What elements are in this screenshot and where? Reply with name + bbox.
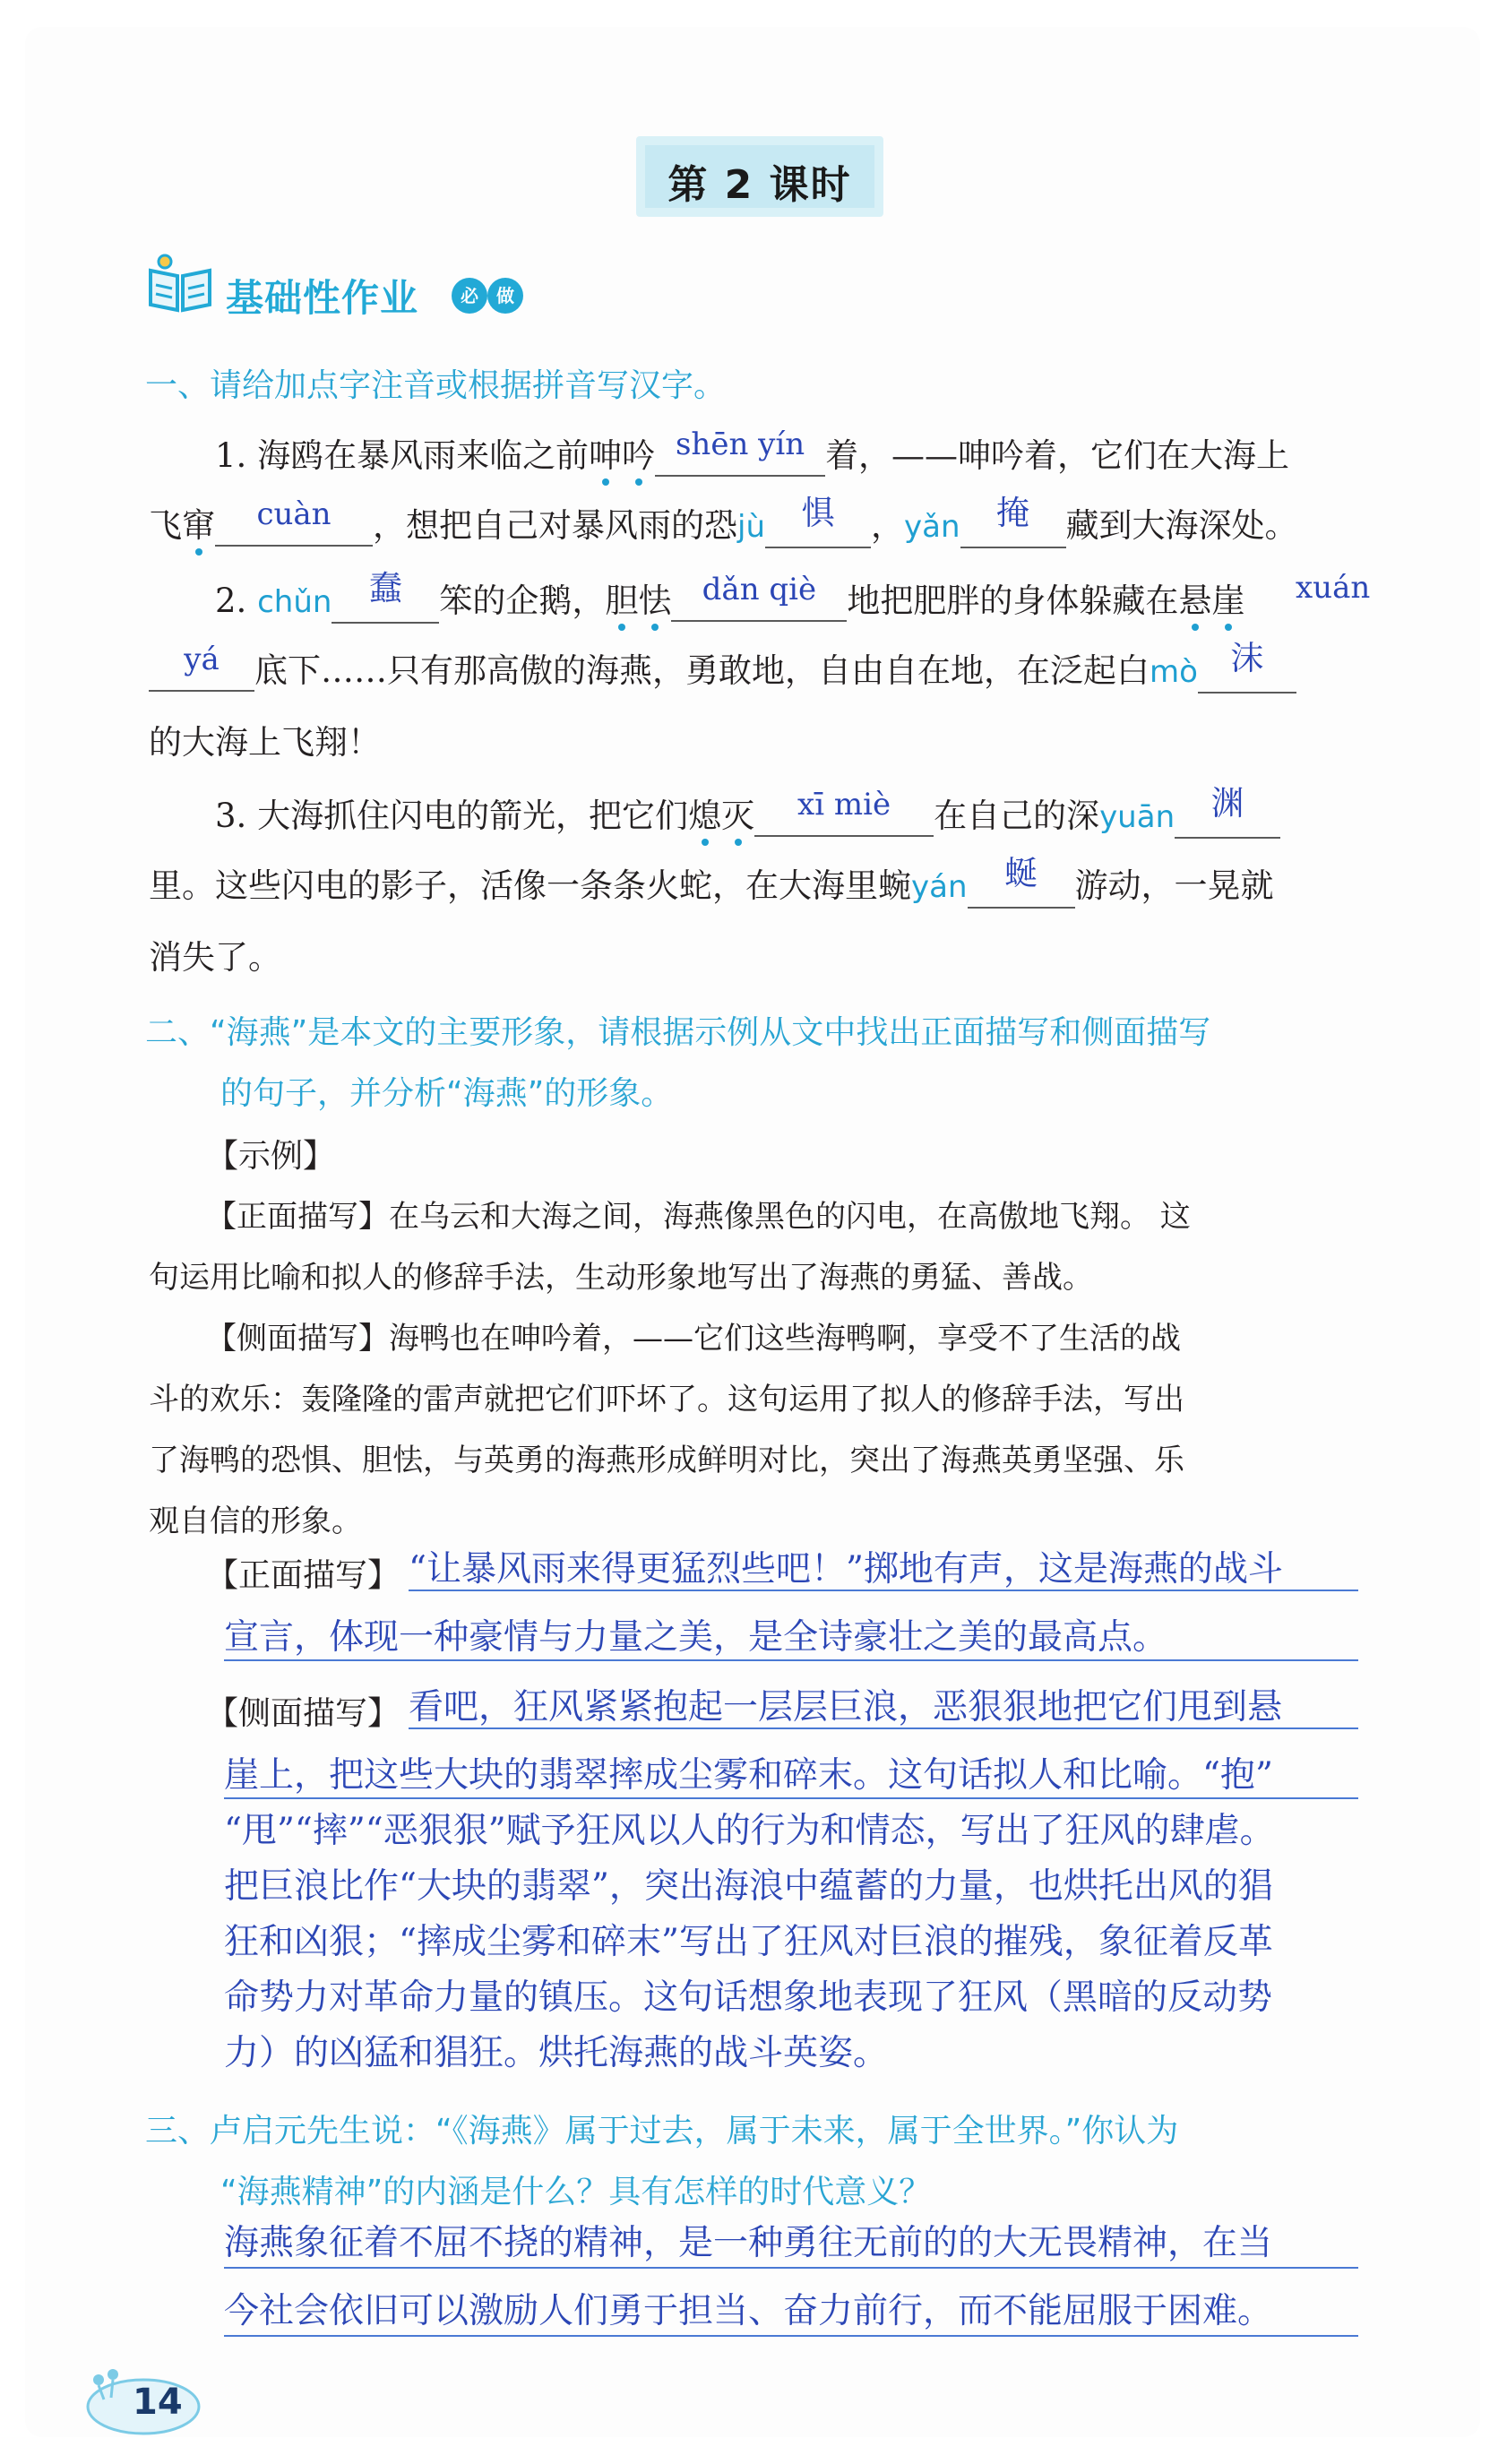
- dotted-char: 怯: [638, 582, 672, 620]
- handwritten-answer: cuàn: [256, 496, 332, 532]
- answer-rule: [409, 1727, 1358, 1729]
- answer-blank: [754, 787, 934, 837]
- answer-rule: [224, 2267, 1358, 2269]
- dotted-char: 悬: [1178, 582, 1212, 620]
- q1-item3-line1: [215, 784, 1280, 839]
- answer-rule: [224, 1797, 1358, 1799]
- handwritten-answer: xuán: [1296, 570, 1371, 606]
- q1-item3-line2: [149, 854, 1274, 909]
- example-front-line1: 【正面描写】在乌云和大海之间，海燕像黑色的闪电，在高傲地飞翔。 这: [206, 1199, 1191, 1235]
- q1-item3-line3: 消失了。: [149, 938, 281, 977]
- pinyin-prompt: yǎn: [904, 509, 960, 545]
- dotted-char: 崖: [1211, 582, 1245, 620]
- required-badge: 必: [452, 278, 487, 314]
- side-desc-answer-line6: 命势力对革命力量的镇压。这句话想象地表现了狂风（黑暗的反动势: [224, 1977, 1273, 2018]
- answer-blank: [215, 496, 373, 547]
- example-side-line1: 【侧面描写】海鸭也在呻吟着，——它们这些海鸭啊，享受不了生活的战: [206, 1321, 1181, 1357]
- q1-item2-line1: [215, 569, 1245, 624]
- handwritten-answer: shēn yín: [675, 426, 805, 462]
- pinyin-prompt: chǔn: [257, 584, 332, 620]
- answer-blank: [332, 569, 439, 624]
- question-2-heading-line2: 的句子，并分析“海燕”的形象。: [220, 1075, 674, 1112]
- text: 飞: [149, 506, 182, 545]
- dotted-char: 吟: [622, 436, 656, 475]
- text: 里。这些闪电的影子，活像一条条火蛇，在大海里蜿: [149, 866, 911, 905]
- text: 游动，一晃就: [1074, 866, 1274, 905]
- dotted-char: 灭: [721, 797, 755, 835]
- answer-rule: [224, 1659, 1358, 1661]
- text: 着，——呻吟着，它们在大海上: [825, 436, 1290, 475]
- q1-item1-line2: [149, 494, 1298, 548]
- handwritten-answer: xī miè: [797, 787, 891, 823]
- handwritten-answer: 沫: [1230, 639, 1264, 677]
- question-1-heading: 一、请给加点字注音或根据拼音写汉字。: [145, 367, 727, 404]
- answer-blank: [968, 854, 1075, 909]
- q1-item2-line2: [149, 639, 1296, 694]
- answer-blank: [960, 494, 1066, 548]
- q1-item1-line1: [215, 428, 1289, 477]
- question-3-heading-line2: “海燕精神”的内涵是什么？具有怎样的时代意义？: [220, 2174, 932, 2210]
- dotted-char: 窜: [182, 506, 215, 545]
- text: 1. 海鸥在暴风雨来临之前: [215, 436, 590, 475]
- front-desc-label: 【正面描写】: [206, 1557, 400, 1594]
- dotted-char: 呻: [589, 436, 623, 475]
- text: 3. 大海抓住闪电的箭光，把它们: [215, 797, 689, 835]
- answer-blank: [149, 642, 254, 692]
- question-2-heading-line1: 二、“海燕”是本文的主要形象，请根据示例从文中找出正面描写和侧面描写: [145, 1014, 1211, 1051]
- side-desc-answer-line3: “甩”“摔”“恶狠狠”赋予狂风以人的行为和情态，写出了狂风的肆虐。: [224, 1811, 1275, 1851]
- example-side-line2: 斗的欢乐：轰隆隆的雷声就把它们吓坏了。这句运用了拟人的修辞手法，写出: [149, 1382, 1184, 1417]
- answer-blank: [1175, 784, 1280, 839]
- front-desc-answer-line2: 宣言，体现一种豪情与力量之美，是全诗豪壮之美的最高点。: [224, 1617, 1168, 1658]
- q1-item2-line3: 的大海上飞翔！: [149, 723, 381, 762]
- side-desc-answer-line4: 把巨浪比作“大块的翡翠”，突出海浪中蕴蓄的力量，也烘托出风的猖: [224, 1866, 1273, 1907]
- handwritten-answer: 蠢: [368, 569, 402, 607]
- text: 底下……只有那高傲的海燕，勇敢地，自由自在地，在泛起白: [254, 651, 1150, 690]
- answer-blank: [671, 572, 847, 622]
- question-3-answer-line2: 今社会依旧可以激励人们勇于担当、奋力前行，而不能屈服于困难。: [224, 2291, 1273, 2331]
- text: ，: [871, 506, 904, 545]
- answer-blank: [1198, 639, 1296, 694]
- text: 地把肥胖的身体躲藏在: [847, 582, 1179, 620]
- example-side-line4: 观自信的形象。: [149, 1503, 362, 1539]
- lesson-title-box: [636, 136, 883, 217]
- front-desc-answer-line1: “让暴风雨来得更猛烈些吧！”掷地有声，这是海燕的战斗: [409, 1549, 1283, 1590]
- text: 2.: [215, 582, 258, 620]
- question-3-answer-line1: 海燕象征着不屈不挠的精神，是一种勇往无前的的大无畏精神，在当: [224, 2223, 1273, 2263]
- answer-blank: [655, 426, 825, 477]
- book-icon: [145, 253, 215, 315]
- handwritten-answer: dǎn qiè: [702, 572, 817, 607]
- handwritten-answer: 惧: [801, 494, 835, 532]
- text: ，想把自己对暴风雨的恐: [373, 506, 737, 545]
- example-front-line2: 句运用比喻和拟人的修辞手法，生动形象地写出了海燕的勇猛、善战。: [149, 1260, 1093, 1296]
- section-title: 基础性作业: [226, 276, 419, 320]
- pinyin-prompt: mò: [1150, 654, 1198, 690]
- side-desc-label: 【侧面描写】: [206, 1695, 400, 1732]
- pinyin-prompt: yuān: [1099, 799, 1175, 835]
- example-label: 【示例】: [206, 1138, 336, 1175]
- text: 在自己的深: [934, 797, 1100, 835]
- text: 藏到大海深处。: [1065, 506, 1298, 545]
- handwritten-answer: 蜒: [1004, 854, 1038, 892]
- handwritten-answer: 渊: [1210, 784, 1244, 823]
- side-desc-answer-line5: 狂和凶狠；“摔成尘雾和碎末”写出了狂风对巨浪的摧残，象征着反革: [224, 1922, 1273, 1962]
- dotted-char: 胆: [605, 582, 639, 620]
- question-3-heading-line1: 三、卢启元先生说：“《海燕》属于过去，属于未来，属于全世界。”你认为: [145, 2113, 1179, 2150]
- page-number: 14: [133, 2382, 183, 2423]
- example-side-line3: 了海鸭的恐惧、胆怯，与英勇的海燕形成鲜明对比，突出了海燕英勇坚强、乐: [149, 1443, 1184, 1478]
- side-desc-answer-line1: 看吧，狂风紧紧抱起一层层巨浪，恶狠狠地把它们甩到悬: [409, 1687, 1283, 1727]
- answer-rule: [224, 2335, 1358, 2337]
- dotted-char: 熄: [688, 797, 722, 835]
- pinyin-prompt: yán: [911, 869, 968, 905]
- handwritten-answer: yá: [184, 642, 220, 677]
- answer-blank: [765, 494, 871, 548]
- lesson-title: 第 2 课时: [667, 162, 852, 208]
- answer-rule: [409, 1590, 1358, 1591]
- required-badge: 做: [487, 278, 523, 314]
- side-desc-answer-line7: 力）的凶猛和猖狂。烘托海燕的战斗英姿。: [224, 2033, 889, 2073]
- side-desc-answer-line2: 崖上，把这些大块的翡翠摔成尘雾和碎末。这句话拟人和比喻。“抱”: [224, 1755, 1273, 1796]
- text: 笨的企鹅，: [439, 582, 606, 620]
- pinyin-prompt: jù: [737, 509, 765, 545]
- handwritten-answer: 掩: [996, 494, 1030, 532]
